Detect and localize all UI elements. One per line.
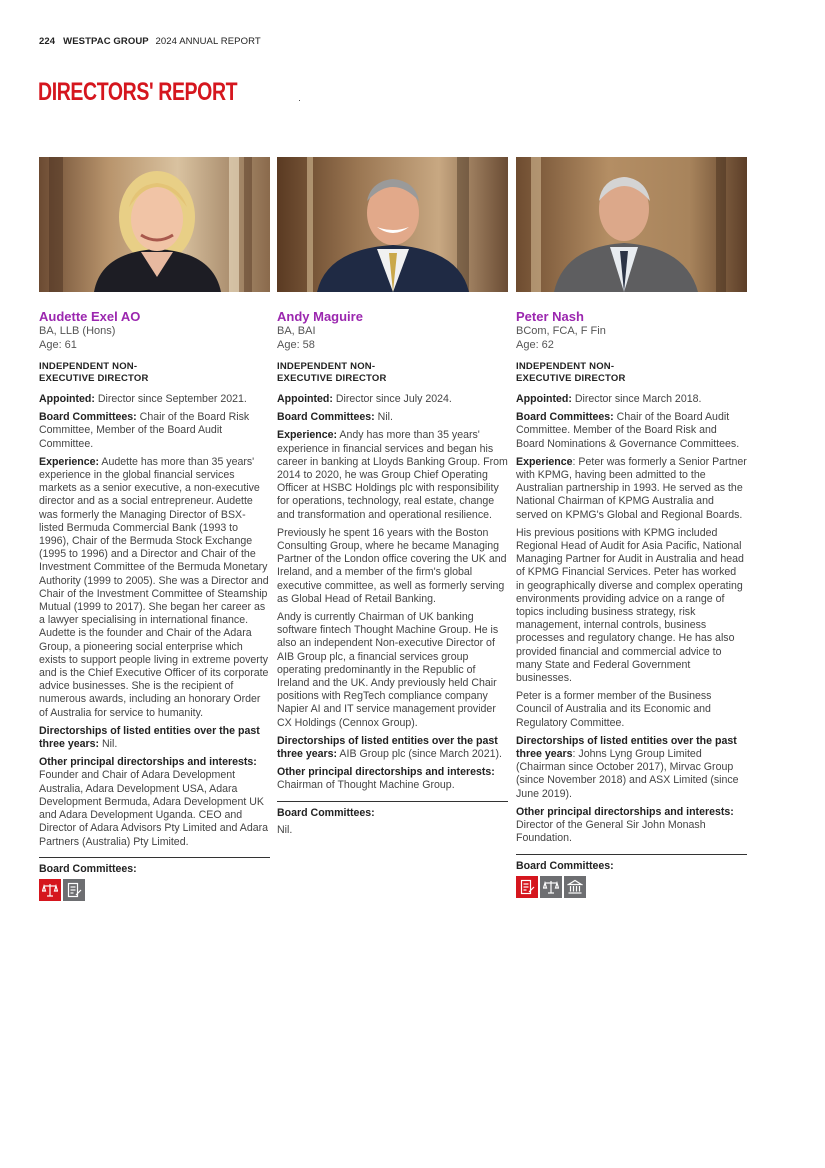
org-name: WESTPAC GROUP — [63, 36, 149, 47]
director-bio — [277, 393, 508, 793]
director-name: Audette Exel AO — [39, 309, 141, 324]
bio-paragraph: Board Committees: Chair of the Board Risk Committee, Member of the Board Audit Committee. — [39, 411, 250, 450]
board-committees-value: Nil. — [277, 823, 293, 836]
director-qualifications: BA, LLB (Hons) — [39, 325, 116, 337]
bio-paragraph: Directorships of listed entities over the past three years: Nil. — [39, 724, 260, 751]
bio-paragraph: Other principal directorships and interests: Founder and Chair of Adara Development Australia, Adara Development USA, Adara Development Bermuda, Adara Development UK and Adara Development Uganda. CEO and Director of Adara Advisors Pty Limited and Adara Partners (Australia) Pty Limited. — [39, 756, 269, 848]
bio-paragraph: Other principal directorships and interests: Chairman of Thought Machine Group. — [277, 766, 495, 792]
audit-document-icon — [63, 879, 85, 901]
director-age: Age: 61 — [39, 339, 77, 351]
stray-mark — [299, 100, 300, 101]
bio-paragraph: Experience: Audette has more than 35 years' experience in the global financial services markets as a senior executive, a non-executive director and as a social entrepreneur. Audette was formerly the Managing Director of BSX-listed Bermuda Commercial Bank (1993 to 1996), Chair of the Bermuda Stock Exchange (1995 to 1996) and a Director and Chair of the Investment Committee of the Bermuda Monetary Authority (1999 to 2005). She was a Director and Chair of the Investment Committee of Steamship Mutual (1999 to 2017). She began her career as a lawyer specialising in international finance. Audette is the founder and Chair of the Adara Group, a pioneering social enterprise which exists to support people living in extreme poverty and is the Chief Executive Officer of its corporate advice businesses. She is the recipient of numerous awards, including an honorary Order of Australia for service to humanity. — [39, 455, 269, 719]
director-name: Peter Nash — [516, 309, 584, 324]
bio-paragraph: Directorships of listed entities over the past three years: AIB Group plc (since March 2021). — [277, 734, 502, 761]
bio-paragraph: Directorships of listed entities over the past three years: Johns Lyng Group Limited (Chairman since October 2017), Mirvac Group (since November 2018) and ASX Limited (since June 2019). — [516, 734, 739, 800]
divider — [39, 857, 270, 858]
audit-document-icon — [516, 876, 538, 898]
director-photo — [39, 157, 270, 292]
page-title: DIRECTORS' REPORT — [38, 78, 238, 106]
bio-paragraph: Other principal directorships and interests: Director of the General Sir John Monash Foundation. — [516, 805, 734, 845]
director-name: Andy Maguire — [277, 309, 363, 324]
bio-paragraph: His previous positions with KPMG included Regional Head of Audit for Asia Pacific, National Managing Partner for Audit in Australia and head of KPMG Financial Services. Peter has worked in geographically diverse and complex operating environments providing advice on a range of topics including business strategy, risk management, internal controls, business processes and regulatory change. He has also provided financial and commercial advice to many State and Federal Government businesses. — [516, 526, 744, 685]
director-role: INDEPENDENT NON- EXECUTIVE DIRECTOR — [516, 361, 626, 384]
bio-paragraph: Appointed: Director since September 2021. — [39, 393, 247, 405]
institution-icon — [564, 876, 586, 898]
director-photo — [277, 157, 508, 292]
director-photo — [516, 157, 747, 292]
director-card-2 — [277, 157, 508, 836]
board-committees-label: Board Committees: — [277, 806, 375, 819]
bio-paragraph: Peter is a former member of the Business Council of Australia and its Economic and Regulatory Committee. — [516, 690, 712, 729]
director-bio — [516, 393, 747, 846]
committee-icons — [39, 879, 270, 901]
bio-paragraph: Experience: Andy has more than 35 years' experience in financial services and began his career in banking at Lloyds Banking Group. From 2014 to 2020, he was Group Chief Operating Officer at HSBC Holdings plc with responsibility for operations, technology, real estate, change and transformation and operational resilience. — [277, 429, 508, 521]
director-bio — [39, 393, 270, 849]
scales-icon — [39, 879, 61, 901]
director-age: Age: 58 — [277, 339, 315, 351]
bio-paragraph: Appointed: Director since July 2024. — [277, 393, 452, 405]
director-role: INDEPENDENT NON- EXECUTIVE DIRECTOR — [39, 361, 149, 384]
bio-paragraph: Board Committees: Chair of the Board Audit Committee. Member of the Board Risk and Board Nominations & Governance Committees. — [516, 411, 740, 450]
divider — [516, 854, 747, 855]
report-name: 2024 ANNUAL REPORT — [155, 36, 261, 47]
bio-paragraph: Board Committees: Nil. — [277, 411, 393, 424]
page-header — [39, 36, 261, 47]
director-qualifications: BCom, FCA, F Fin — [516, 325, 606, 337]
director-role: INDEPENDENT NON- EXECUTIVE DIRECTOR — [277, 361, 387, 384]
bio-paragraph: Andy is currently Chairman of UK banking software fintech Thought Machine Group. He is also an independent Non-executive Director of AIB Group plc, a financial services group operating predominantly in the Republic of Ireland and the UK. Andy previously held Chair positions with RegTech compliance company Napier AI and IT service management provider CX Holdings (Cennox Group). — [277, 611, 499, 729]
board-committees-label: Board Committees: — [516, 859, 614, 872]
scales-icon — [540, 876, 562, 898]
bio-paragraph: Previously he spent 16 years with the Boston Consulting Group, where he became Managing Partner of the London office covering the UK and Ireland, and a member of the firm's global executive committee, as well as formerly serving as Global Head of Retail Banking. — [277, 526, 507, 605]
divider — [277, 801, 508, 802]
committee-icons — [516, 876, 747, 898]
director-card-1 — [39, 157, 270, 901]
director-card-3 — [516, 157, 747, 898]
bio-paragraph: Experience: Peter was formerly a Senior Partner with KPMG, having been admitted to the Australian partnership in 1993. He served as the National Chairman of KPMG Australia and served on KPMG's Global and Regional Boards. — [516, 455, 747, 521]
board-committees-label: Board Committees: — [39, 862, 137, 875]
bio-paragraph: Appointed: Director since March 2018. — [516, 393, 702, 405]
director-qualifications: BA, BAI — [277, 325, 316, 337]
page-number: 224 — [39, 36, 56, 47]
director-age: Age: 62 — [516, 339, 554, 351]
